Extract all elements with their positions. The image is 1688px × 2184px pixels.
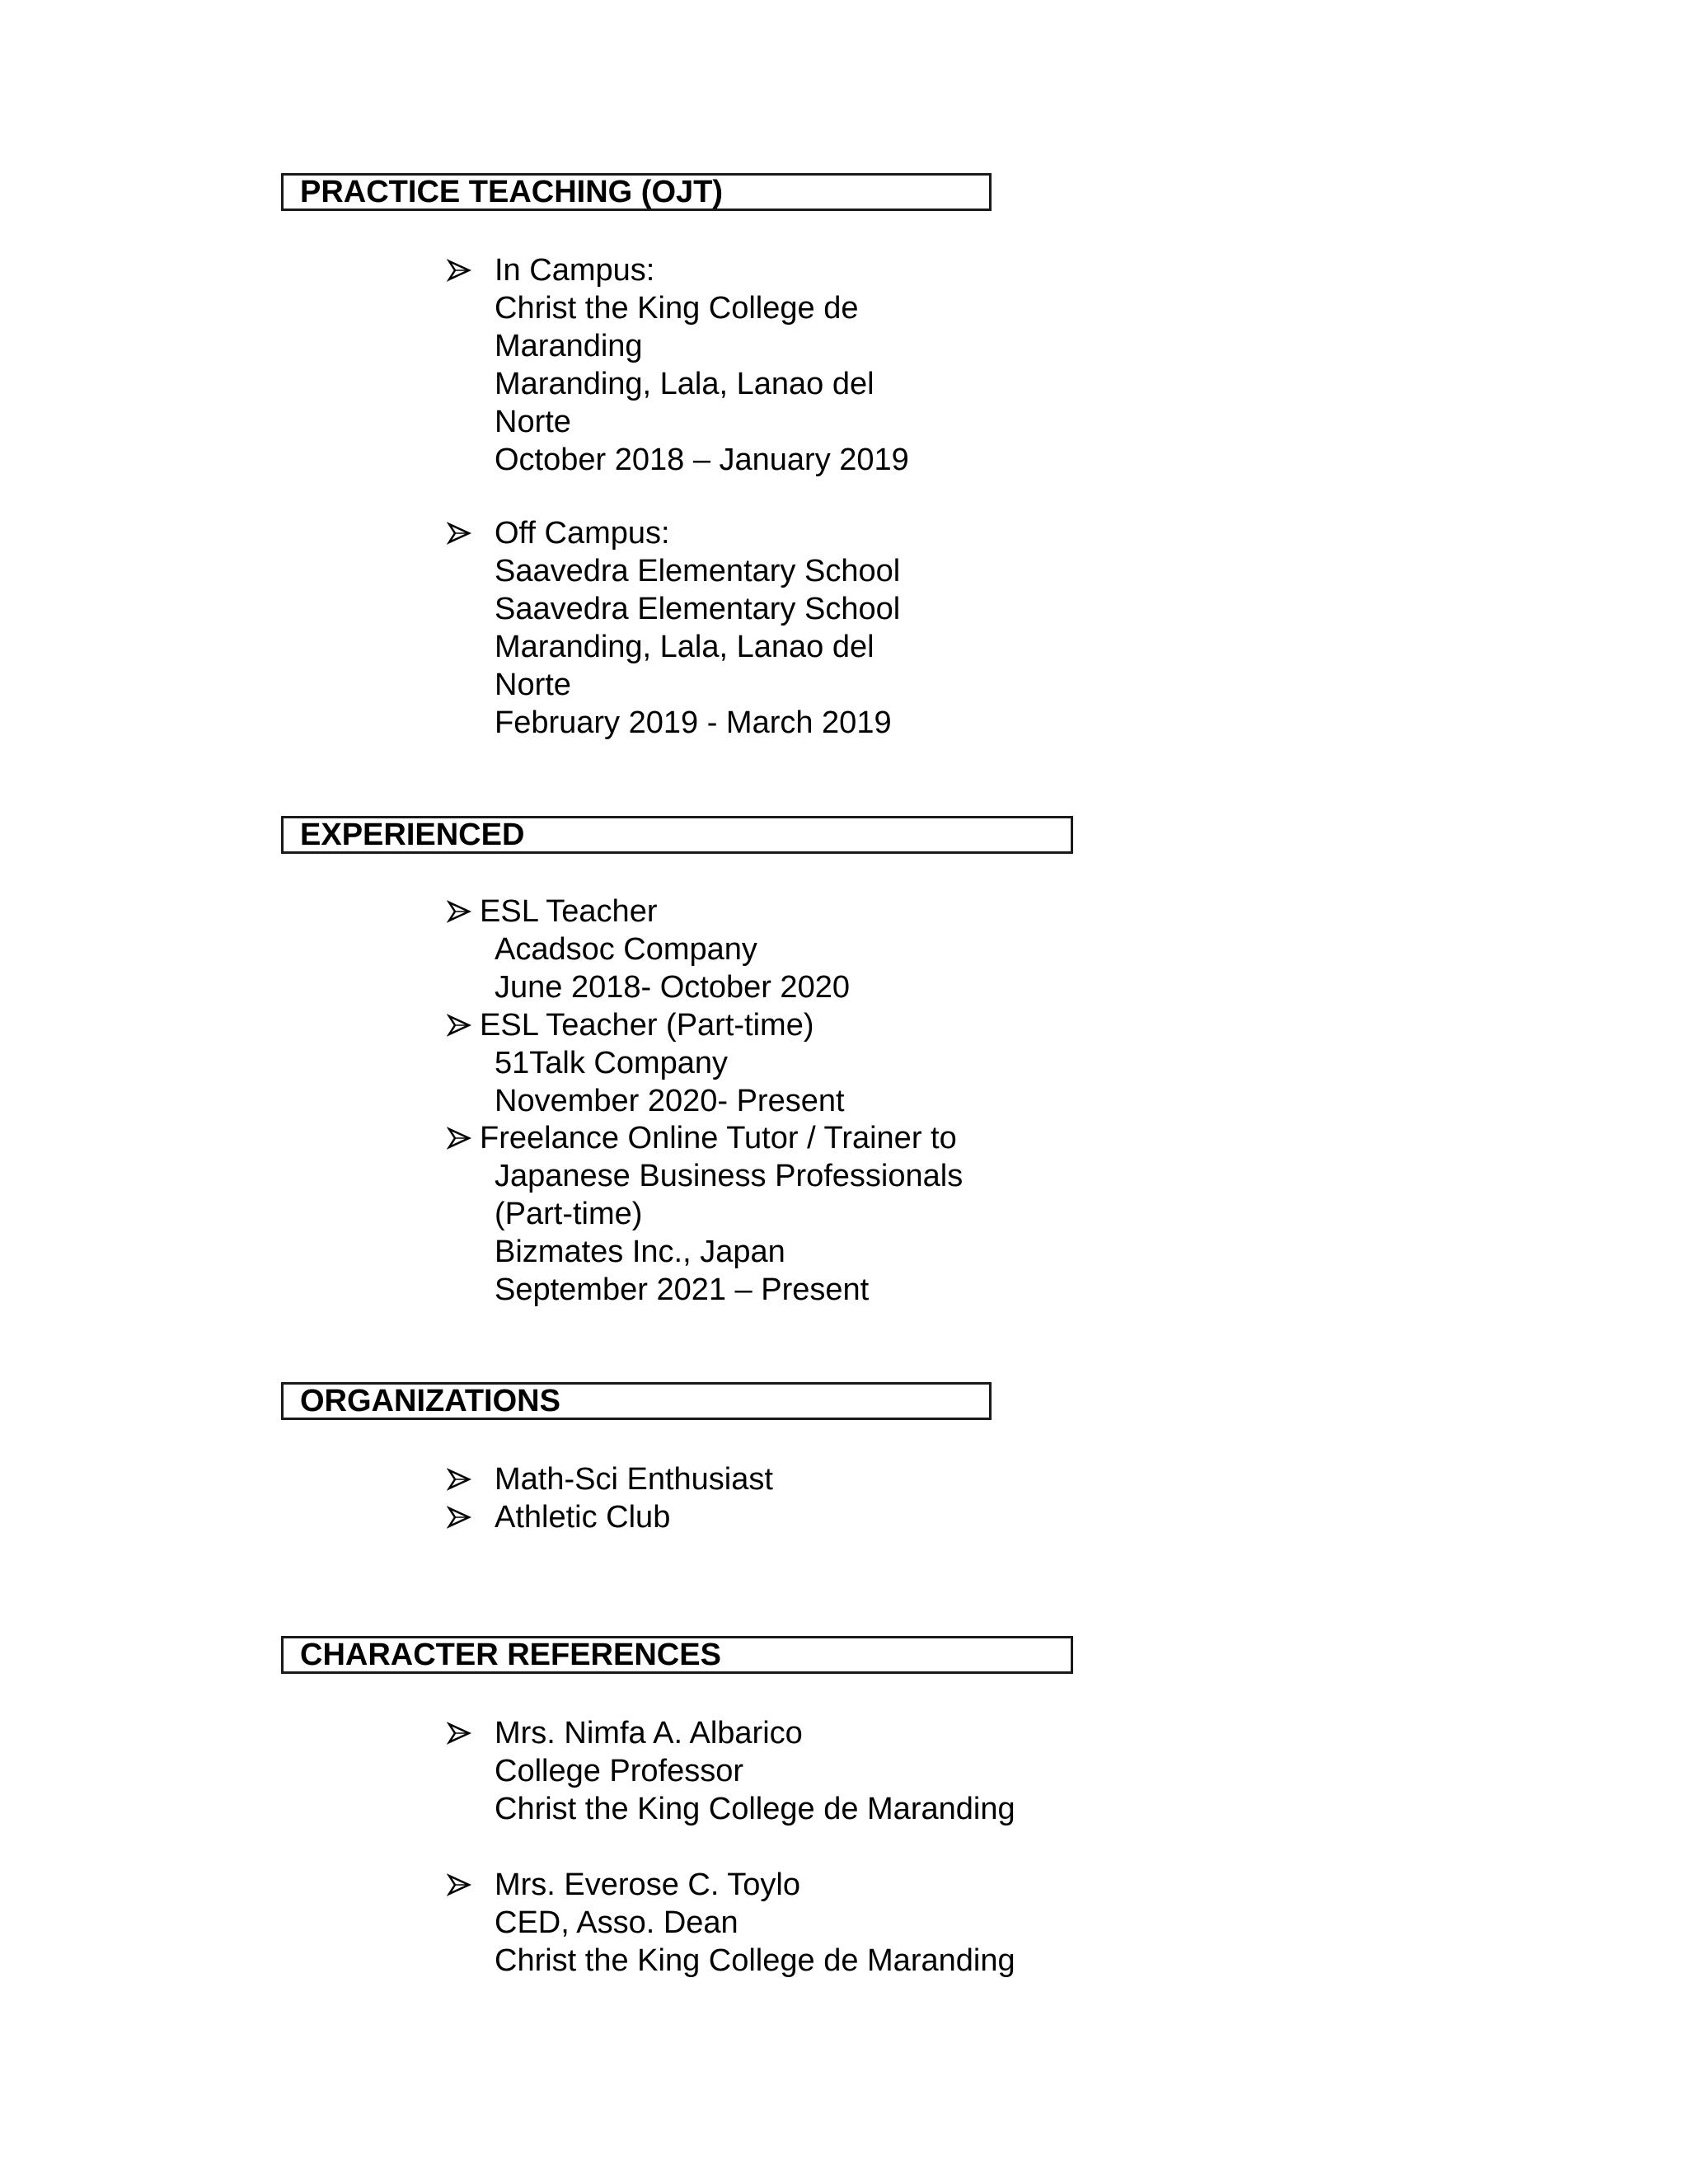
section-heading-character-references: CHARACTER REFERENCES [281,1636,1073,1674]
entry-line: Saavedra Elementary School [495,554,901,588]
entry-line: Athletic Club [495,1500,671,1535]
entry-line: Christ the King College de Maranding [495,1943,1015,1978]
entry-line: In Campus: [495,253,655,288]
entry-line: Norte [495,405,571,439]
list-item [480,1006,845,1120]
list-item [480,893,850,1006]
entry-line: (Part-time) [495,1197,643,1231]
entry-line: ESL Teacher (Part-time) [480,1008,814,1043]
arrowhead-bullet-icon [447,1866,475,1904]
arrowhead-bullet-icon [447,1119,475,1157]
entry-line: Maranding, Lala, Lanao del [495,367,874,401]
entry-line: ESL Teacher [480,894,658,929]
entry-line: February 2019 - March 2019 [495,705,892,740]
entry-line: Bizmates Inc., Japan [495,1235,785,1269]
entry-line: Freelance Online Tutor / Trainer to [480,1121,957,1155]
entry-line: Christ the King College de [495,291,859,326]
entry-line: Japanese Business Professionals [495,1159,964,1193]
entry-line: November 2020- Present [495,1084,845,1118]
entry-line: Math-Sci Enthusiast [495,1462,773,1497]
entry-line: Maranding, Lala, Lanao del [495,630,874,664]
entry-line: Saavedra Elementary School [495,592,901,626]
list-item [495,514,900,742]
list-item [480,1119,964,1309]
list-item [495,1866,1015,1980]
entry-line: Maranding [495,329,643,363]
entry-line: College Professor [495,1754,744,1788]
arrowhead-bullet-icon [447,893,475,930]
arrowhead-bullet-icon [447,1714,475,1752]
arrowhead-bullet-icon [447,1006,475,1044]
list-item [495,251,909,479]
arrowhead-bullet-icon [447,514,475,552]
entry-line: CED, Asso. Dean [495,1905,738,1940]
entry-line: October 2018 – January 2019 [495,443,909,477]
entry-line: 51Talk Company [495,1046,729,1080]
entry-line: Off Campus: [495,516,670,551]
entry-line: Mrs. Everose C. Toylo [495,1868,800,1902]
list-item [495,1498,670,1536]
list-item [495,1714,1015,1828]
arrowhead-bullet-icon [447,251,475,289]
arrowhead-bullet-icon [447,1460,475,1498]
entry-line: Acadsoc Company [495,932,757,967]
list-item [495,1460,773,1498]
section-heading-organizations: ORGANIZATIONS [281,1382,992,1420]
entry-line: June 2018- October 2020 [495,970,850,1005]
section-heading-practice-teaching: PRACTICE TEACHING (OJT) [281,173,992,211]
entry-line: Mrs. Nimfa A. Albarico [495,1716,803,1750]
section-heading-experienced: EXPERIENCED [281,816,1073,854]
arrowhead-bullet-icon [447,1498,475,1536]
entry-line: Christ the King College de Maranding [495,1792,1015,1826]
entry-line: September 2021 – Present [495,1272,870,1307]
entry-line: Norte [495,668,571,702]
